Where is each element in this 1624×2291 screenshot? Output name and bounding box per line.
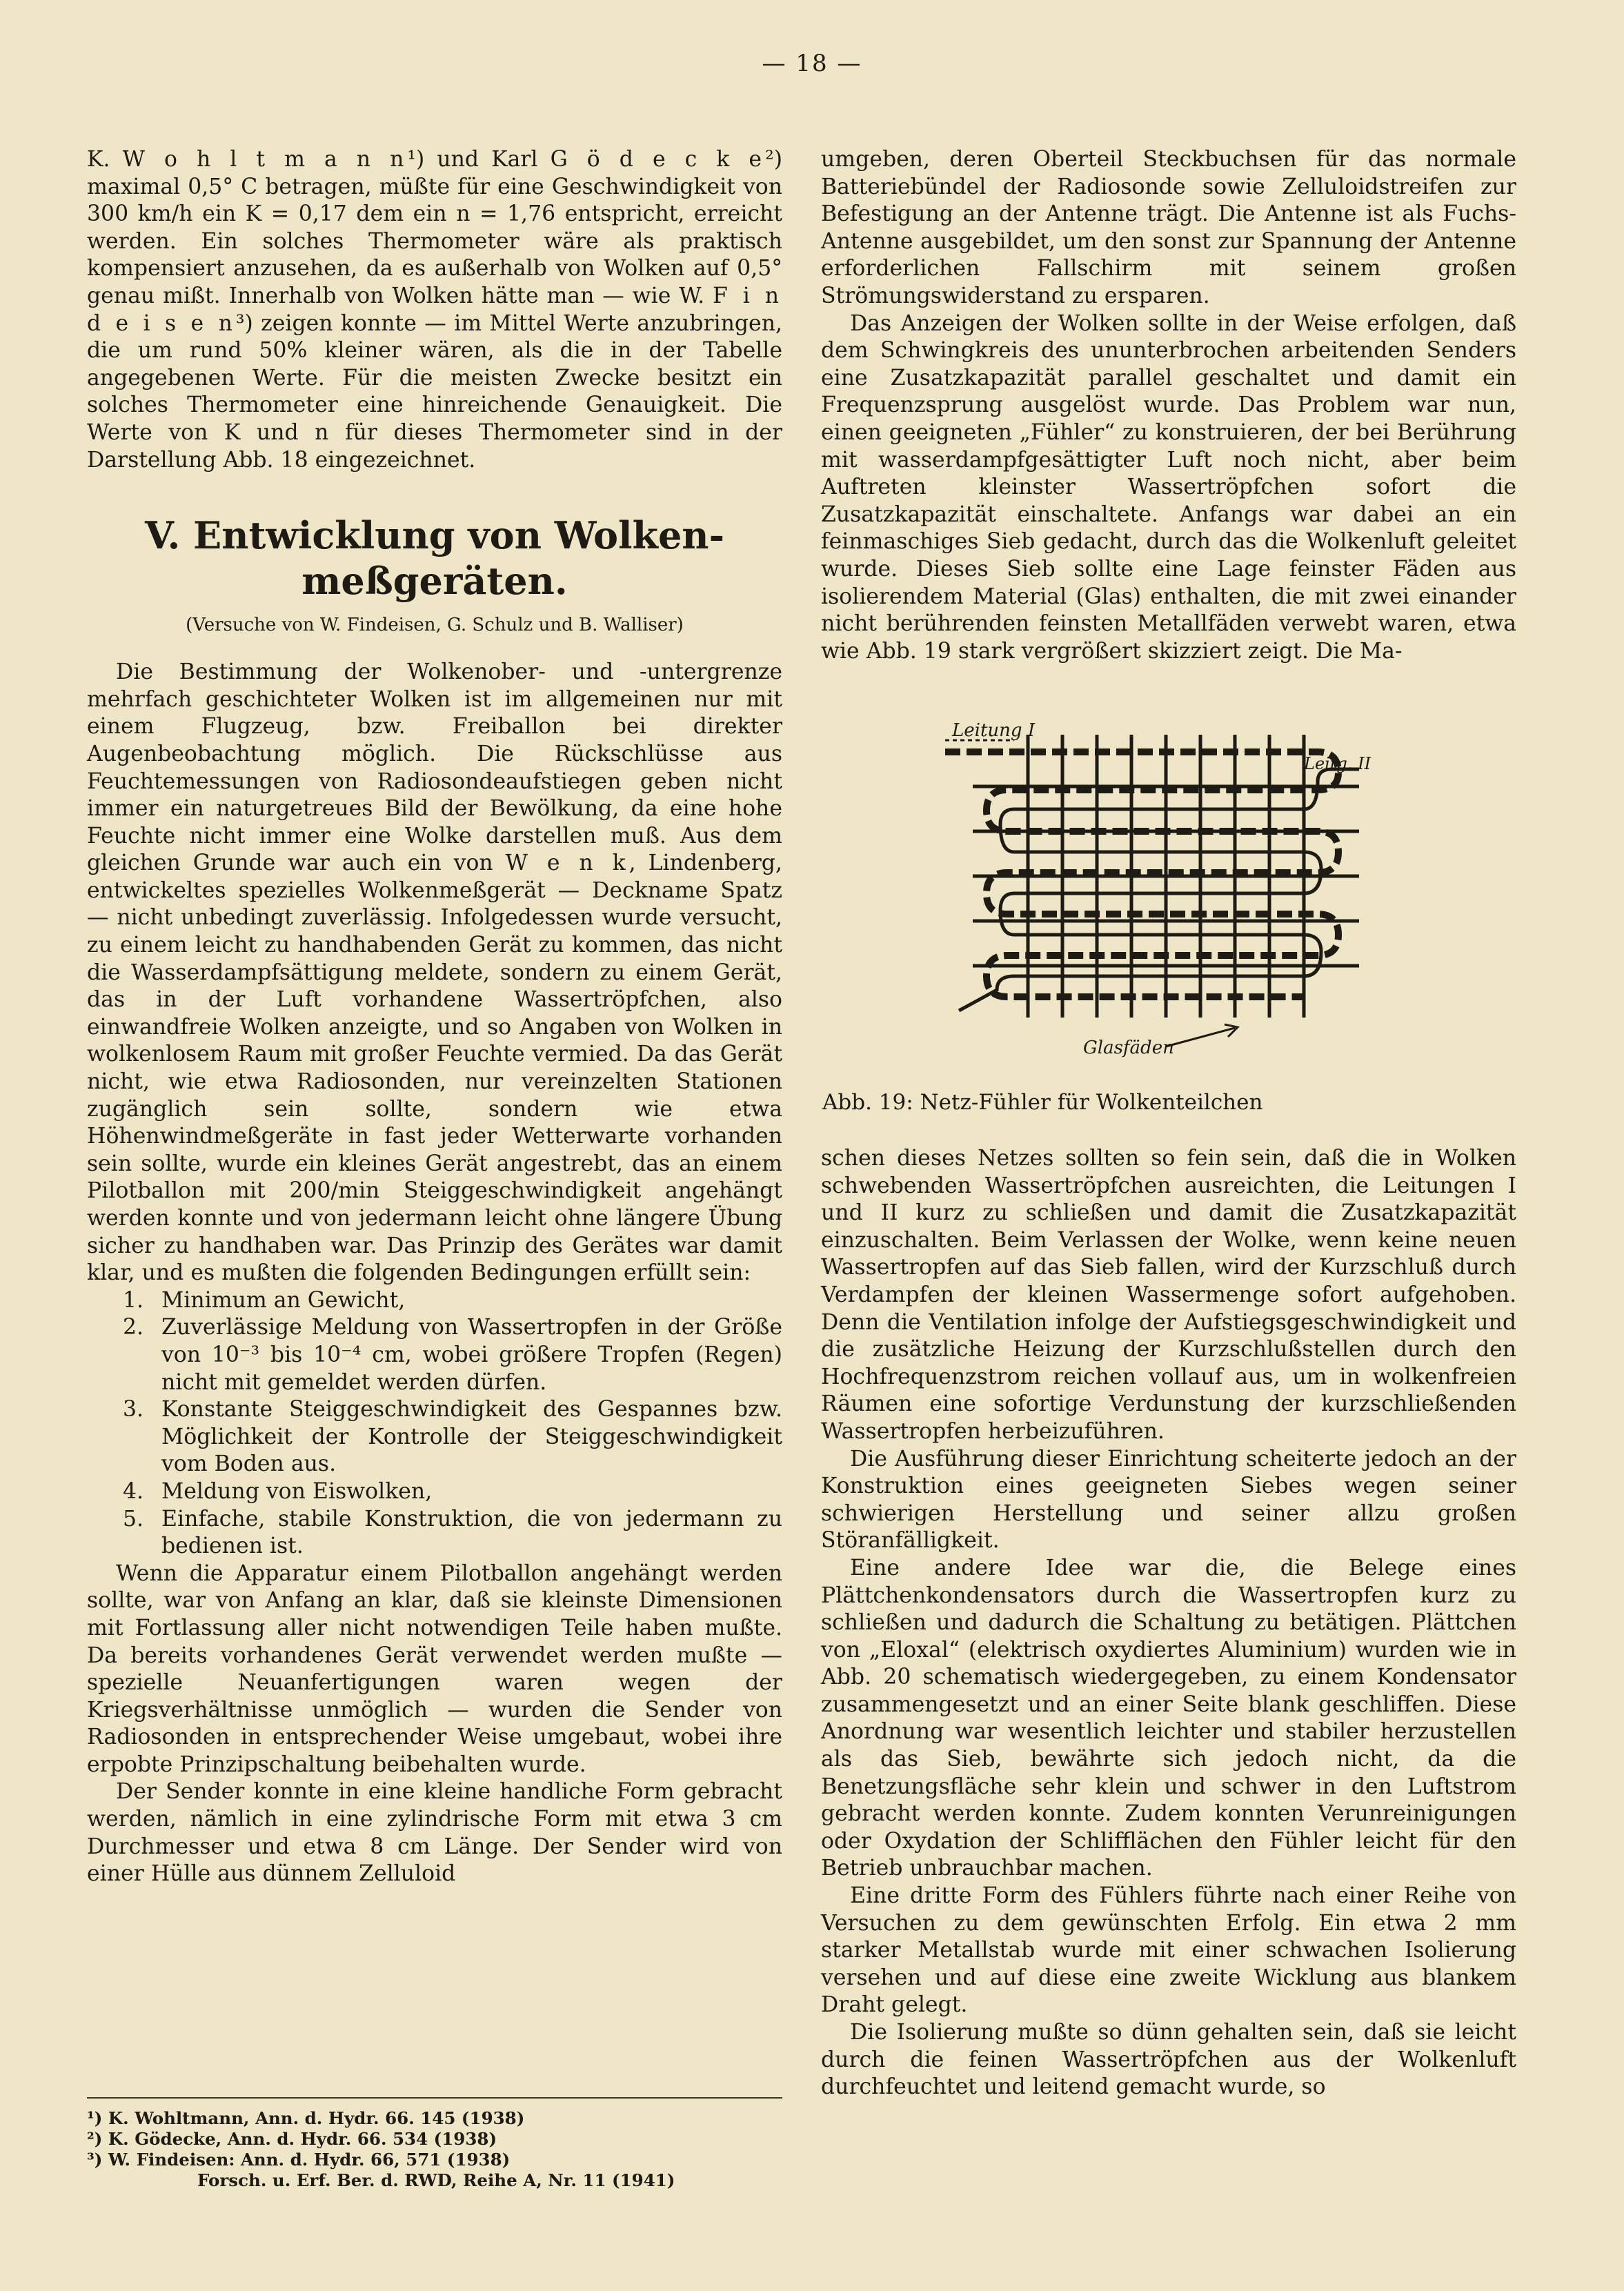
body-paragraph: Die Ausführung dieser Einrichtung scheiterte jedoch an der Konstruktion eines geeigneten Siebes wegen seiner schwierigen Herstellung und seiner allzu großen Störanfälligkeit. — [821, 1446, 1516, 1554]
body-paragraph: umgeben, deren Oberteil Steckbuchsen für das normale Batteriebündel der Radiosonde sowie Zelluloidstreifen zur Befestigung an der Antenne trägt. Die Antenne ist als Fuchs-Antenne ausgebildet, um den sonst zur Spannung der Antenne erforderlichen Fallschirm mit seinem großen Strömungswiderstand zu ersparen. — [821, 147, 1516, 308]
list-item: 2. Zuverlässige Meldung von Wassertropfen in der Größe von 10⁻³ bis 10⁻⁴ cm, wobei größere Tropfen (Regen) nicht mit gemeldet werden dürfen. — [123, 1315, 782, 1395]
body-paragraph: schen dieses Netzes sollten so fein sein, daß die in Wolken schwebenden Wassertröpfchen ausreichten, die Leitungen I und II kurz zu schließen und damit die Zusatzkapazität einzuschalten. Beim Verlassen der Wolke, wenn keine neuen Wassertropfen auf das Sieb fallen, wird der Kurzschluß durch Verdampfen der kleinen Wassermenge sofort aufgehoben. Denn die Ventilation infolge der Aufstiegsgeschwindigkeit und die zusätzliche Heizung der Kurzschlußstellen durch den Hochfrequenzstrom reichen vollauf aus, um in wolkenfreien Räumen eine sofortige Verdunstung der kurzschließenden Wassertropfen herbeizuführen. — [821, 1146, 1516, 1444]
page-number: — 18 — — [762, 50, 862, 77]
intro-paragraph: K. W o h l t m a n n¹) und Karl G ö d e c k e²) maximal 0,5° C betragen, müßte für eine Geschwindigkeit von 300 km/h ein K = 0,17 dem ein n = 1,76 entspricht, erreicht werden. Ein solches Thermometer wäre als praktisch kompensiert anzusehen, da es außerhalb von Wolken auf 0,5° genau mißt. Innerhalb von Wolken hätte man — wie W. F i n d e i s e n³) zeigen konnte — im Mittel Werte anzubringen, die um rund 50% kleiner wären, als die in der Tabelle angegebenen Werte. Für die meisten Zwecke besitzt ein solches Thermometer eine hinreichende Genauigkeit. Die Werte von K und n für dieses Thermometer sind in der Darstellung Abb. 18 eingezeichnet. — [87, 147, 782, 473]
label-glasfaeden: Glasfäden — [1083, 1038, 1174, 1058]
body-paragraph: Der Sender konnte in eine kleine handliche Form gebracht werden, nämlich in eine zylindrische Form mit etwa 3 cm Durchmesser und etwa 8 cm Länge. Der Sender wird von einer Hülle aus dünnem Zelluloid — [87, 1779, 782, 1887]
footnote: ¹) K. Wohltmann, Ann. d. Hydr. 66. 145 (1938) — [87, 2108, 525, 2128]
conditions-list — [87, 1287, 782, 1560]
list-item: 4. Meldung von Eiswolken, — [123, 1478, 433, 1504]
footnotes — [87, 2097, 782, 2191]
net-sensor-figure — [945, 721, 1387, 1080]
right-column-upper — [821, 146, 1516, 665]
body-paragraph: Die Isolierung mußte so dünn gehalten sein, daß sie leicht durch die feinen Wassertröpfchen aus der Wolkenluft durchfeuchtet und leitend gemacht wurde, so — [821, 2020, 1516, 2100]
body-paragraph: Eine andere Idee war die, die Belege eines Plättchenkondensators durch die Wassertropfen kurz zu schließen und dadurch die Schaltung zu betätigen. Plättchen von „Eloxal“ (elektrisch oxydiertes Aluminium) wurden wie in Abb. 20 schematisch wiedergegeben, zu einem Kondensator zusammengesetzt und an einer Seite blank geschliffen. Diese Anordnung war wesentlich leichter und stabiler herzustellen als das Sieb, bewährte sich jedoch nicht, da die Benetzungsfläche sehr klein und schwer in den Luftstrom gebracht werden konnte. Zudem konnten Verunreinigungen oder Oxydation der Schlifflächen den Fühler leicht für den Betrieb unbrauchbar machen. — [821, 1555, 1516, 1881]
list-item: 5. Einfache, stabile Konstruktion, die von jedermann zu bedienen ist. — [123, 1506, 782, 1559]
body-paragraph: Wenn die Apparatur einem Pilotballon angehängt werden sollte, war von Anfang an klar, daß sie kleinste Dimensionen mit Fortlassung aller nicht notwendigen Teile haben mußte. Da bereits vorhandenes Gerät verwendet werden mußte — spezielle Neuanfertigungen waren wegen der Kriegsverhältnisse unmöglich — wurden die Sender von Radiosonden in entsprechender Weise umgebaut, wobei ihre erpobte Prinzipschaltung beibehalten wurde. — [87, 1560, 782, 1777]
list-item: 1. Minimum an Gewicht, — [123, 1287, 406, 1313]
body-paragraph: Die Bestimmung der Wolkenober- und -untergrenze mehrfach geschichteter Wolken ist im allgemeinen nur mit einem Flugzeug, bzw. Freiballon bei direkter Augenbeobachtung möglich. Die Rückschlüsse aus Feuchtemessungen von Radiosondeaufstiegen geben nicht immer ein naturgetreues Bild der Bewölkung, da eine hohe Feuchte nicht immer eine Wolke darstellen muß. Aus dem gleichen Grunde war auch ein von W e n k, Lindenberg, entwickeltes spezielles Wolkenmeßgerät — Deckname Spatz — nicht unbedingt zuverlässig. Infolgedessen wurde versucht, zu einem leicht zu handhabenden Gerät zu kommen, das nicht die Wasserdampfsättigung meldete, sondern zu einem Gerät, das in der Luft vorhandene Wassertröpfchen, also einwandfreie Wolken anzeigte, und so Angaben von Wolken in wolkenlosem Raum mit großer Feuchte vermied. Da das Gerät nicht, wie etwa Radiosonden, nur vereinzelten Stationen zugänglich sein sollte, sondern wie etwa Höhenwindmeßgeräte in fast jeder Wetterwarte vorhanden sein sollte, wurde ein kleines Gerät angestrebt, das an einem Pilotballon mit 200/min Steiggeschwindigkeit angehängt werden konnte und von jedermann leicht ohne längere Übung sicher zu handhaben war. Das Prinzip des Gerätes war damit klar, und es mußten die folgenden Bedingungen erfüllt sein: — [87, 659, 782, 1286]
list-item: 3. Konstante Steiggeschwindigkeit des Gespannes bzw. Möglichkeit der Kontrolle der Steiggeschwindigkeit vom Boden aus. — [123, 1397, 782, 1477]
author-name: F i n d e i s e n — [87, 283, 782, 336]
body-paragraph: Eine dritte Form des Fühlers führte nach einer Reihe von Versuchen zu dem gewünschten Erfolg. Ein etwa 2 mm starker Metallstab wurde mit einer schwachen Isolierung versehen und auf diese eine zweite Wicklung aus blankem Draht gelegt. — [821, 1883, 1516, 2018]
arrow-icon — [1166, 1028, 1235, 1047]
figure-caption: Abb. 19: Netz-Fühler für Wolkenteilchen — [822, 1090, 1263, 1115]
right-column-lower — [821, 1145, 1516, 2101]
author-name: G ö d e c k e — [550, 147, 766, 172]
body-paragraph: Das Anzeigen der Wolken sollte in der Weise erfolgen, daß dem Schwingkreis des ununterbrochen arbeitenden Senders eine Zusatzkapazität parallel geschaltet und damit ein Frequenzsprung ausgelöst wurde. Das Problem war nun, einen geeigneten „Fühler“ zu konstruieren, der bei Berührung mit wasserdampfgesättigter Luft noch nicht, aber beim Auftreten kleinster Wassertröpfchen sofort die Zusatzkapazität einschaltete. Anfangs war dabei an ein feinmaschiges Sieb gedacht, durch das die Wolkenluft geleitet wurde. Dieses Sieb sollte eine Lage feinster Fäden aus isolierendem Material (Glas) enthalten, die mit zwei einander nicht berührenden feinsten Metallfäden verwebt waren, etwa wie Abb. 19 stark vergrößert skizziert zeigt. Die Ma- — [821, 310, 1516, 664]
label-leitung-1: Leitung I — [952, 721, 1036, 741]
left-column — [87, 146, 782, 1888]
label-leitung-2: Leitg. II — [1304, 754, 1372, 773]
footnote: ²) K. Gödecke, Ann. d. Hydr. 66. 534 (1938) — [87, 2129, 497, 2149]
footnote: Forsch. u. Erf. Ber. d. RWD, Reihe A, Nr. 11 (1941) — [197, 2170, 675, 2190]
footnote: ³) W. Findeisen: Ann. d. Hydr. 66, 571 (1938) — [87, 2150, 511, 2170]
author-name: W e n k — [505, 851, 629, 876]
section-title: V. Entwicklung von Wolken- meßgeräten. — [145, 513, 724, 604]
wire-leitung-2 — [959, 769, 1359, 1011]
section-subtitle: (Versuche von W. Findeisen, G. Schulz und B. Walliser) — [186, 615, 684, 636]
author-name: W o h l t m a n n — [122, 147, 408, 172]
